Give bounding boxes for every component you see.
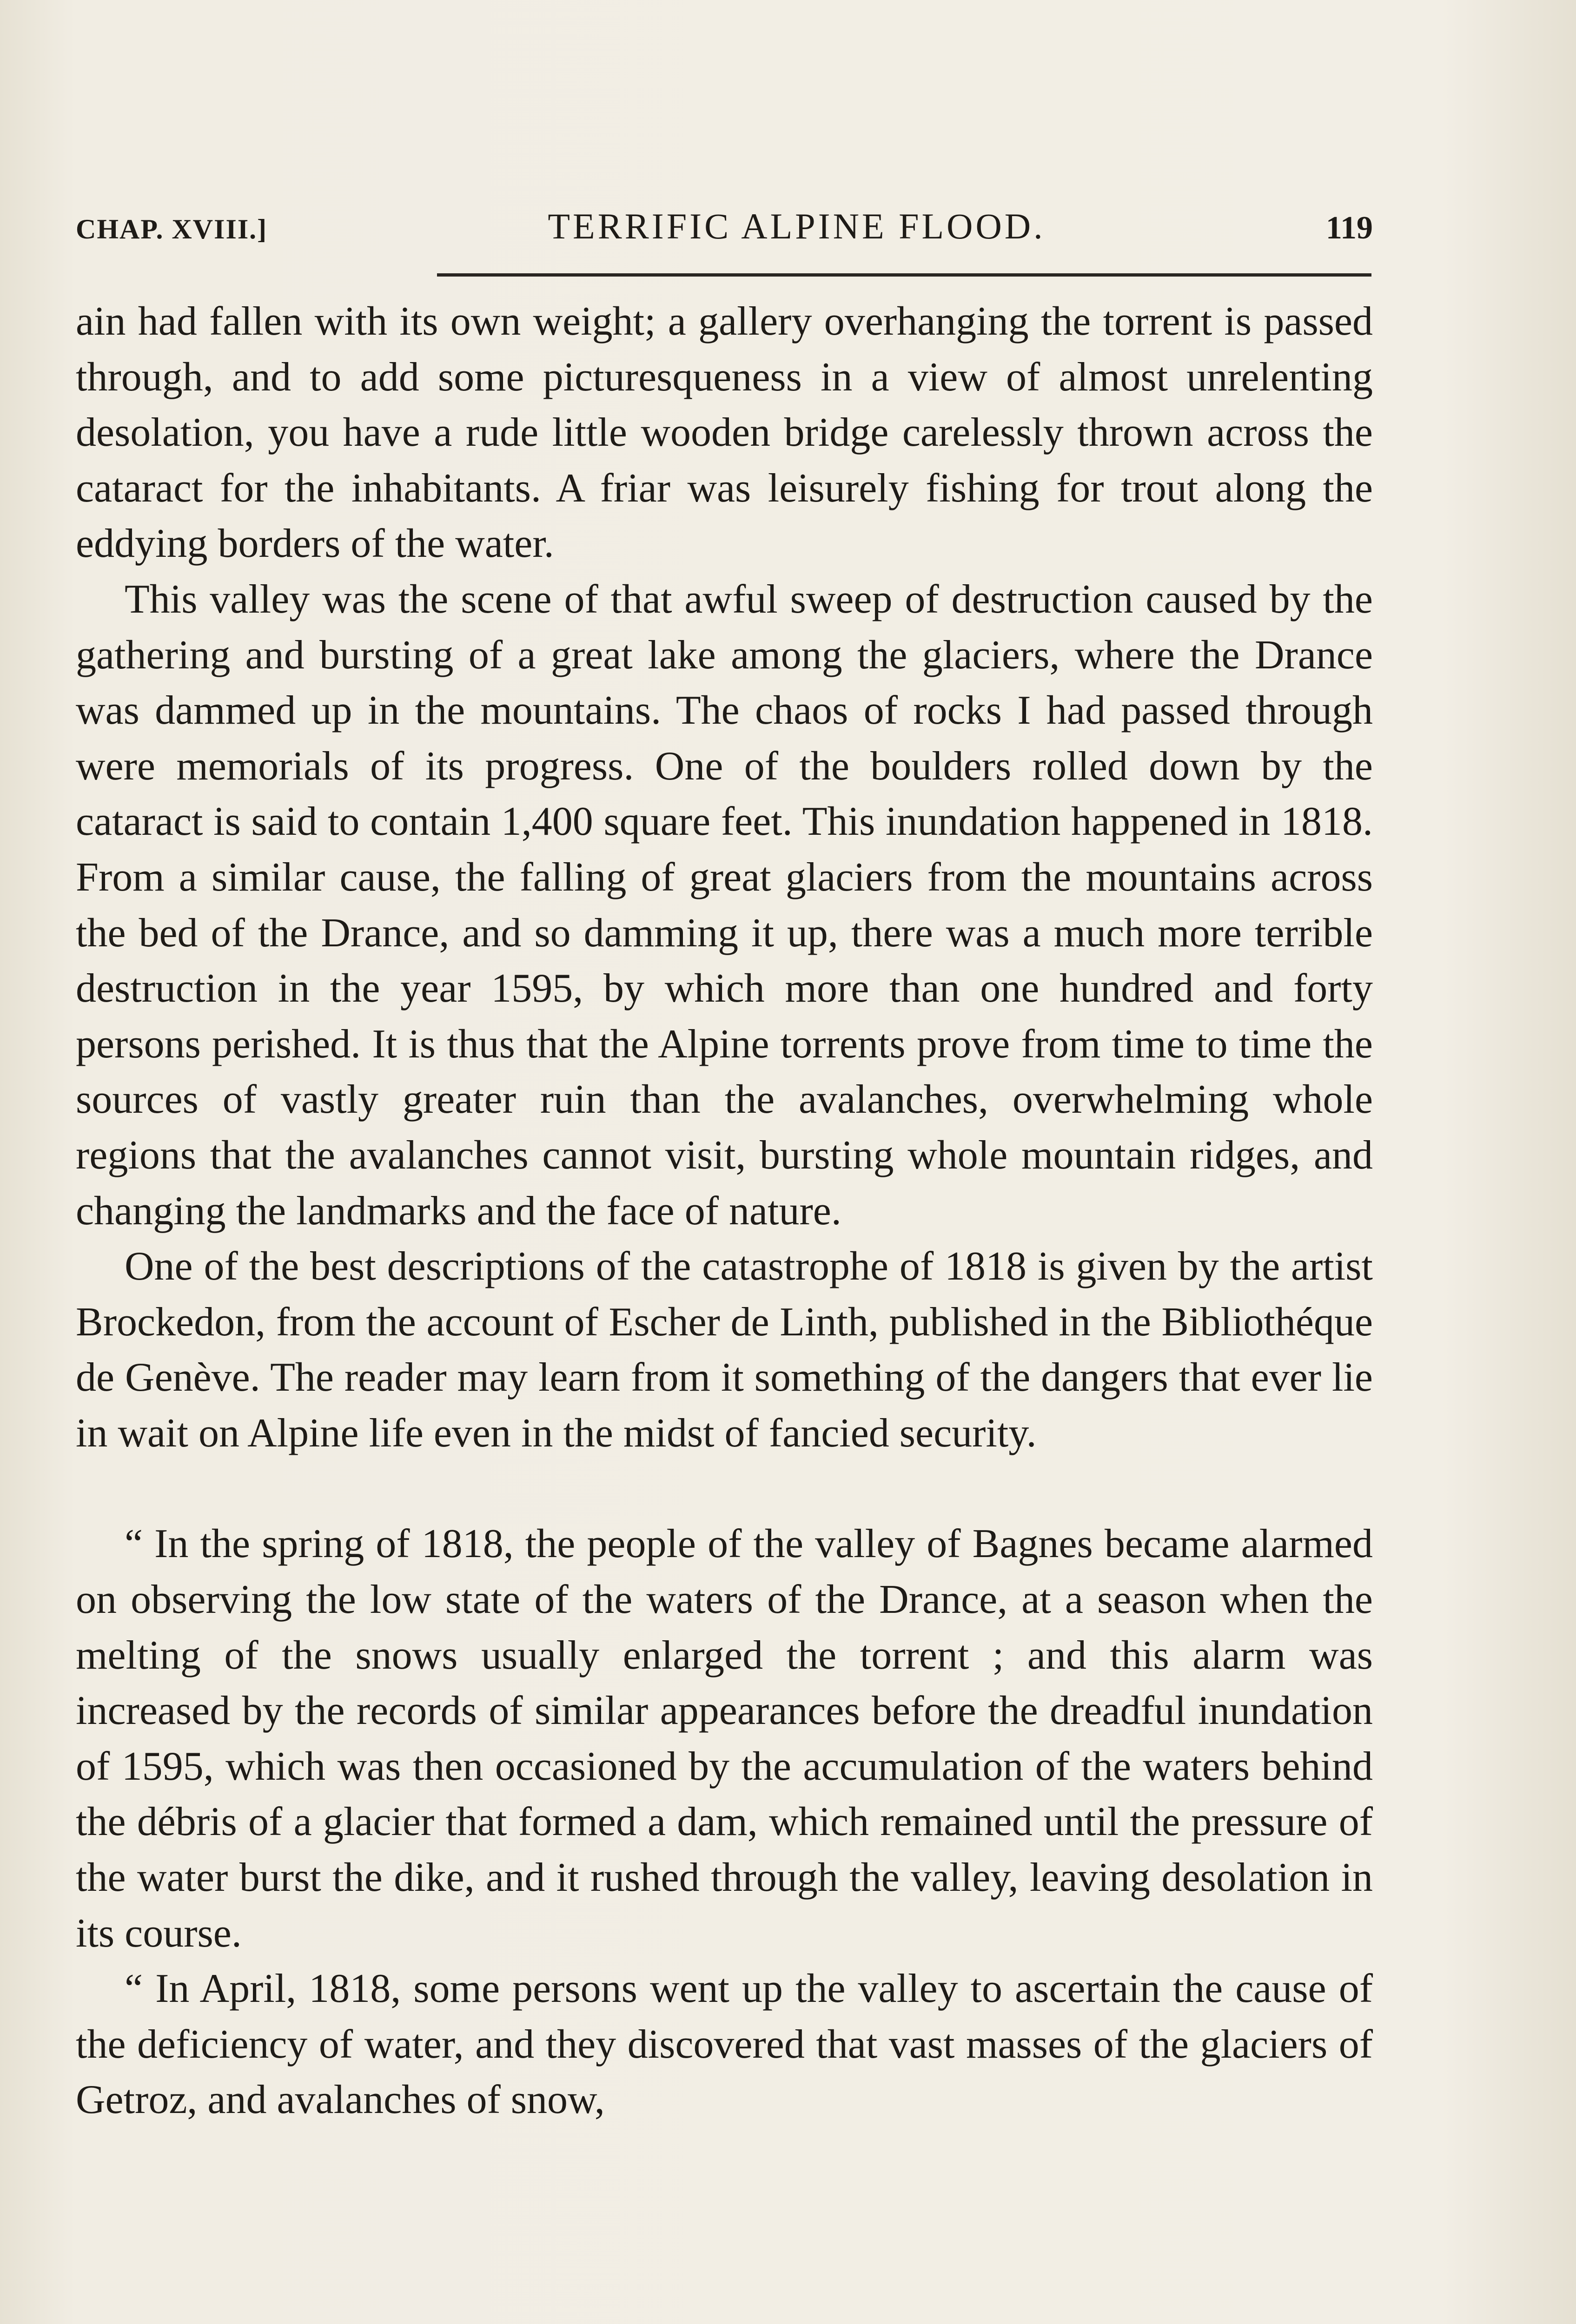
header-rule — [437, 273, 1371, 277]
quoted-paragraph: “ In April, 1818, some persons went up the valley to ascertain the cause of the deficiency of water, and they discovered that vast masses of the glaciers of Getroz, and avalanches of snow, — [76, 1966, 1373, 2123]
paragraph: One of the best descriptions of the catastrophe of 1818 is given by the artist Brockedon, from the account of Escher de Linth, published in the Bibliothéque de Genève. The reader may learn from it something of the dangers that ever lie in wait on Alpine life even in the midst of fancied security. — [76, 1244, 1373, 1456]
page-number: 119 — [1325, 210, 1373, 246]
paragraph-continued: ain had fallen with its own weight; a gallery overhanging the torrent is passed through, and to add some picturesqueness in a view of almost unrelenting desolation, you have a rude little wooden bridge carelessly thrown across the cataract for the inhabitants. A friar was leisurely fishing for trout along the eddying borders of the water. — [76, 299, 1373, 567]
body-text — [76, 294, 1373, 2128]
running-header — [76, 205, 1373, 257]
paragraph: This valley was the scene of that awful sweep of destruction caused by the gathering and bursting of a great lake among the glaciers, where the Drance was dammed up in the mountains. The chaos of rocks I had passed through were memorials of its progress. One of the boulders rolled down by the cataract is said to contain 1,400 square feet. This inundation happened in 1818. From a similar cause, the falling of great glaciers from the mountains across the bed of the Drance, and so damming it up, there was a much more terrible destruction in the year 1595, by which more than one hundred and forty persons perished. It is thus that the Alpine torrents prove from time to time the sources of vastly greater ruin than the avalanches, overwhelming whole regions that the avalanches cannot visit, bursting whole mountain ridges, and changing the landmarks and the face of nature. — [76, 576, 1373, 1234]
chapter-label: CHAP. XVIII.] — [76, 214, 268, 244]
quoted-paragraph: “ In the spring of 1818, the people of the valley of Bagnes became alarmed on observing the low state of the waters of the Drance, at a season when the melting of the snows usually enlarged the torrent ; and this alarm was increased by the records of similar appearances before the dreadful inundation of 1595, which was then occasioned by the accumulation of the waters behind the débris of a glacier that formed a dam, which remained until the pressure of the water burst the dike, and it rushed through the valley, leaving desolation in its course. — [76, 1521, 1373, 1956]
running-title: TERRIFIC ALPINE FLOOD. — [548, 206, 1046, 246]
